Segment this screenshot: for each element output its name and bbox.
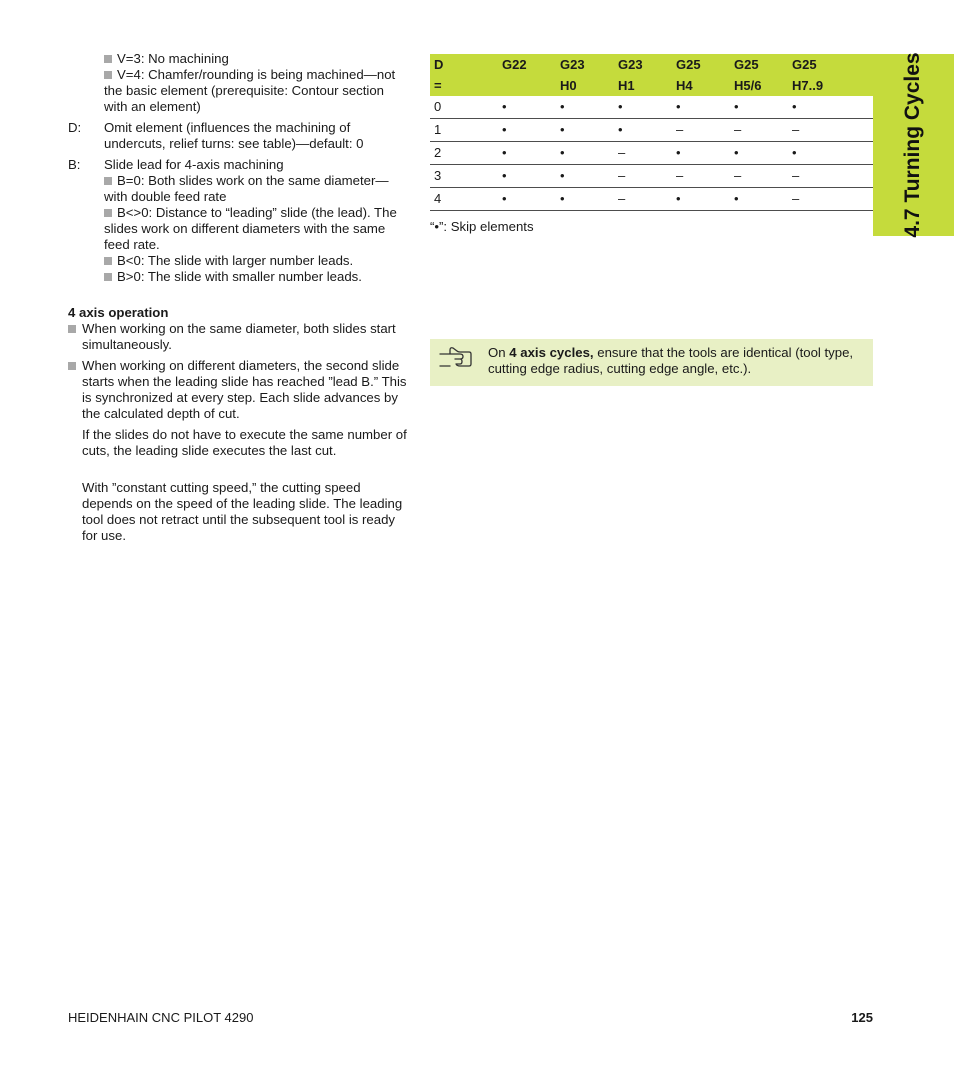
- square-bullet-icon: [104, 55, 112, 63]
- table-cell: 0: [430, 96, 498, 119]
- table-cell: •: [498, 119, 556, 142]
- chapter-title: 4.7 Turning Cycles: [901, 52, 924, 238]
- square-bullet-icon: [104, 209, 112, 217]
- b-option: B=0: Both slides work on the same diameter—with double feed rate: [104, 173, 389, 204]
- v3-option: V=3: No machining: [104, 51, 408, 67]
- header-cell: G23: [614, 54, 672, 75]
- header-cell: D: [430, 54, 498, 75]
- table-cell: •: [498, 96, 556, 119]
- table-legend: “•”: Skip elements: [430, 219, 534, 234]
- table-cell: •: [730, 96, 788, 119]
- note-box: [430, 339, 873, 386]
- table-cell: –: [672, 119, 730, 142]
- table-cell: •: [556, 96, 614, 119]
- header-cell: G22: [498, 54, 556, 75]
- table-cell: –: [730, 119, 788, 142]
- header-cell: G25: [730, 54, 788, 75]
- table-cell: •: [556, 165, 614, 188]
- v4-option: V=4: Chamfer/rounding is being machined—not the basic element (prerequisite: Contour section with an element): [104, 67, 396, 114]
- header-cell: G25: [788, 54, 873, 75]
- table-header-row: [430, 54, 873, 75]
- table-row: [430, 96, 873, 119]
- table-cell: •: [788, 142, 873, 165]
- b-option: B>0: The slide with smaller number leads.: [104, 269, 408, 285]
- table-cell: –: [788, 188, 873, 211]
- skip-elements-table: [430, 54, 873, 211]
- table-cell: 1: [430, 119, 498, 142]
- table-cell: •: [614, 96, 672, 119]
- table-cell: –: [730, 165, 788, 188]
- table-row: [430, 119, 873, 142]
- table-cell: •: [498, 142, 556, 165]
- table-cell: 2: [430, 142, 498, 165]
- table-cell: –: [614, 165, 672, 188]
- table-cell: –: [614, 188, 672, 211]
- bullet-item: When working on different diameters, the second slide starts when the leading slide has reached ”lead B.” This is synchronized at every step. Each slide advances by the calculated depth of cut.: [68, 358, 408, 422]
- section-heading: 4 axis operation: [68, 305, 169, 320]
- body-paragraph: If the slides do not have to execute the same number of cuts, the leading slide executes the last cut.: [82, 427, 407, 458]
- footer-product: HEIDENHAIN CNC PILOT 4290: [68, 1010, 254, 1025]
- square-bullet-icon: [104, 257, 112, 265]
- d-param-label: D:: [68, 120, 82, 135]
- header-cell: =: [430, 75, 498, 96]
- bullet-item: When working on the same diameter, both slides start simultaneously.: [68, 321, 408, 353]
- header-cell: G23: [556, 54, 614, 75]
- table-cell: •: [788, 96, 873, 119]
- square-bullet-icon: [68, 362, 76, 370]
- square-bullet-icon: [104, 71, 112, 79]
- note-text: On 4 axis cycles, ensure that the tools are identical (tool type, cutting edge radius, cutting edge angle, etc.).: [488, 345, 854, 376]
- square-bullet-icon: [104, 177, 112, 185]
- square-bullet-icon: [68, 325, 76, 333]
- table-header-row: [430, 75, 873, 96]
- b-option: B<0: The slide with larger number leads.: [104, 253, 408, 269]
- table-cell: •: [730, 142, 788, 165]
- table-cell: •: [672, 96, 730, 119]
- header-cell: H4: [672, 75, 730, 96]
- b-param-text: Slide lead for 4-axis machining: [104, 157, 284, 172]
- table-row: [430, 188, 873, 211]
- table-cell: •: [556, 188, 614, 211]
- header-cell: H0: [556, 75, 614, 96]
- table-cell: •: [498, 165, 556, 188]
- header-cell: [498, 75, 556, 96]
- header-cell: G25: [672, 54, 730, 75]
- b-param-label: B:: [68, 157, 81, 172]
- table-cell: 3: [430, 165, 498, 188]
- d-param-text: Omit element (influences the machining of undercuts, relief turns: see table)—default: 0: [104, 120, 364, 151]
- table-cell: –: [788, 119, 873, 142]
- table-cell: –: [672, 165, 730, 188]
- b-option: B<>0: Distance to “leading” slide (the lead). The slides work on different diameters with the same feed rate.: [104, 205, 397, 252]
- table-cell: –: [788, 165, 873, 188]
- table-cell: –: [614, 142, 672, 165]
- header-cell: H1: [614, 75, 672, 96]
- table-cell: •: [498, 188, 556, 211]
- table-cell: •: [556, 142, 614, 165]
- table-cell: •: [672, 188, 730, 211]
- table-cell: •: [614, 119, 672, 142]
- header-cell: H5/6: [730, 75, 788, 96]
- table-cell: •: [556, 119, 614, 142]
- pointing-hand-icon: [438, 345, 474, 371]
- square-bullet-icon: [104, 273, 112, 281]
- table-row: [430, 165, 873, 188]
- page-number: 125: [851, 1010, 873, 1025]
- header-cell: H7..9: [788, 75, 873, 96]
- table-cell: •: [730, 188, 788, 211]
- table-row: [430, 142, 873, 165]
- table-cell: •: [672, 142, 730, 165]
- table-cell: 4: [430, 188, 498, 211]
- body-paragraph: With ”constant cutting speed,” the cutting speed depends on the speed of the leading slide. The leading tool does not retract until the subsequent tool is ready for use.: [82, 480, 403, 543]
- chapter-side-tab: [873, 54, 954, 236]
